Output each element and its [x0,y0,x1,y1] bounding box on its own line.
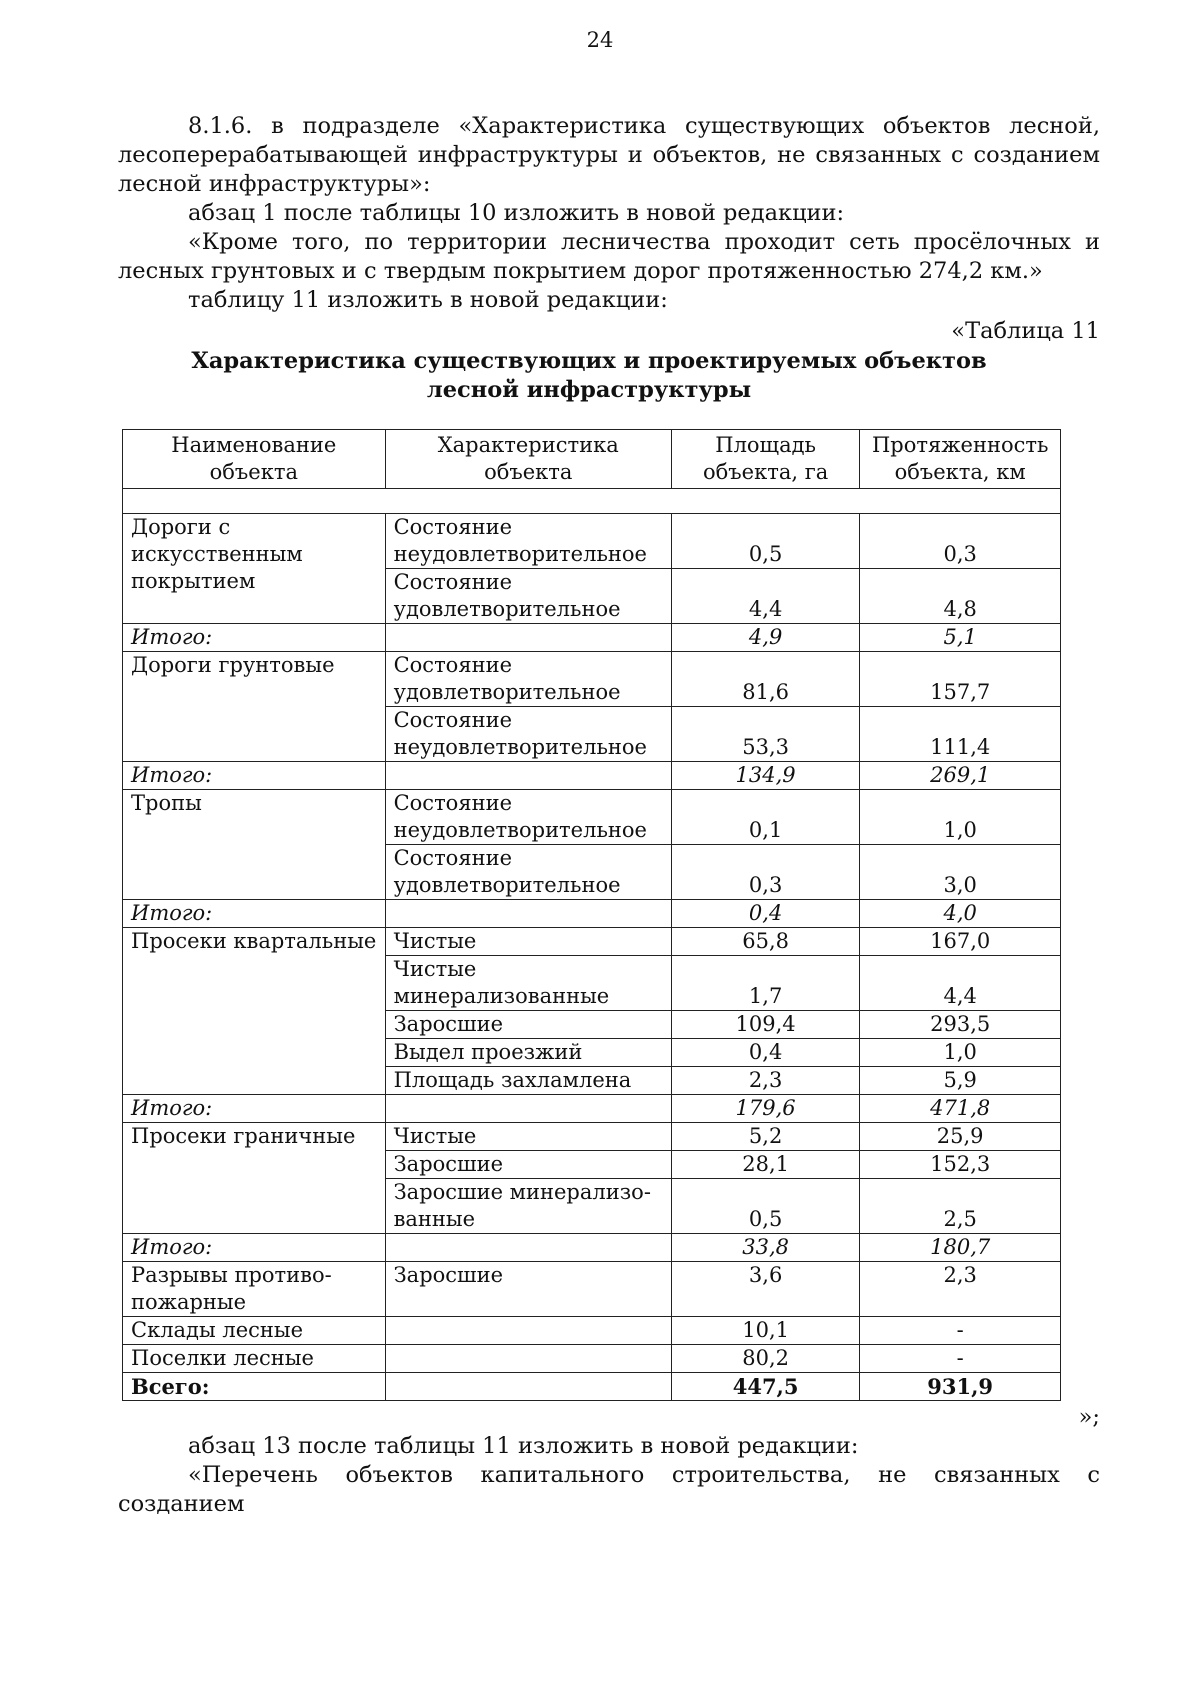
row-area: 80,2 [671,1345,859,1373]
row-characteristic: Состояние неудовлетворительное [385,514,671,569]
row-length: 180,7 [860,1234,1061,1262]
row-area: 28,1 [671,1151,859,1179]
row-area: 1,7 [671,956,859,1011]
row-characteristic: Заросшие [385,1262,671,1317]
row-area: 33,8 [671,1234,859,1262]
row-name: Итого: [123,624,386,652]
table-row [123,652,1061,707]
row-length: - [860,1345,1061,1373]
row-name: Итого: [123,762,386,790]
header-area: Площадь объекта, га [671,430,859,489]
header-characteristic: Характеристика объекта [385,430,671,489]
row-name: Тропы [123,790,386,900]
row-characteristic [385,624,671,652]
row-name: Поселки лесные [123,1345,386,1373]
row-characteristic [385,1317,671,1345]
row-length: 4,0 [860,900,1061,928]
row-area: 0,3 [671,845,859,900]
header-length: Протяженность объекта, км [860,430,1061,489]
row-length: 0,3 [860,514,1061,569]
paragraph-table-11-intro: таблицу 11 изложить в новой редакции: [188,287,668,313]
row-area: 0,1 [671,790,859,845]
row-name: Просеки граничные [123,1123,386,1234]
closing-quote: »; [1078,1404,1100,1430]
paragraph-8-1-6: 8.1.6. в подразделе «Характеристика существующих объектов лесной, лесоперерабатывающей инфраструктуры и объектов, не связанных с созданием лесной инфраструктуры»: [118,113,1100,197]
row-characteristic: Площадь захламлена [385,1067,671,1095]
row-area: 4,9 [671,624,859,652]
row-length: 4,4 [860,956,1061,1011]
row-characteristic: Заросшие [385,1151,671,1179]
row-name: Итого: [123,900,386,928]
row-characteristic: Чистые минерализованные [385,956,671,1011]
table-row [123,790,1061,845]
row-area: 134,9 [671,762,859,790]
row-name: Итого: [123,1095,386,1123]
row-length: 471,8 [860,1095,1061,1123]
row-length: 167,0 [860,928,1061,956]
row-length: 25,9 [860,1123,1061,1151]
row-length: 111,4 [860,707,1061,762]
paragraph-list-intro: «Перечень объектов капитального строительства, не связанных с созданием [118,1462,1100,1517]
page-number: 24 [586,28,614,52]
subtotal-row [123,1095,1061,1123]
row-characteristic [385,1345,671,1373]
paragraph-abzac-1: абзац 1 после таблицы 10 изложить в новой редакции: [188,200,845,226]
row-area: 179,6 [671,1095,859,1123]
table-row [123,1317,1061,1345]
row-length: 1,0 [860,790,1061,845]
row-name: Итого: [123,1234,386,1262]
row-area: 0,5 [671,1179,859,1234]
row-length: 4,8 [860,569,1061,624]
row-characteristic: Заросшие [385,1011,671,1039]
row-length: 931,9 [860,1373,1061,1401]
row-name: Всего: [123,1373,386,1401]
row-characteristic [385,1234,671,1262]
row-area: 0,5 [671,514,859,569]
subtotal-row [123,900,1061,928]
row-characteristic: Состояние удовлетворительное [385,569,671,624]
table-header-row [123,430,1061,489]
table-title [118,347,1100,405]
table-title-line-1: Характеристика существующих и проектируемых объектов [191,348,987,374]
row-name: Разрывы противо-пожарные [123,1262,386,1317]
row-area: 4,4 [671,569,859,624]
row-length: 269,1 [860,762,1061,790]
table-row [123,514,1061,569]
row-length: 152,3 [860,1151,1061,1179]
row-name: Склады лесные [123,1317,386,1345]
table-spacer-row [123,489,1061,514]
table-row [123,1123,1061,1151]
row-area: 53,3 [671,707,859,762]
row-characteristic: Заросшие минерализо-ванные [385,1179,671,1234]
row-area: 0,4 [671,1039,859,1067]
row-characteristic: Чистые [385,928,671,956]
table-row [123,1345,1061,1373]
infrastructure-table [122,429,1061,1401]
row-characteristic: Состояние неудовлетворительное [385,707,671,762]
row-length: 2,5 [860,1179,1061,1234]
row-characteristic: Выдел проезжий [385,1039,671,1067]
row-name: Дороги с искусственным покрытием [123,514,386,624]
row-length: 1,0 [860,1039,1061,1067]
subtotal-row [123,1234,1061,1262]
row-characteristic: Состояние удовлетворительное [385,845,671,900]
subtotal-row [123,762,1061,790]
row-name: Дороги грунтовые [123,652,386,762]
table-row [123,928,1061,956]
row-area: 10,1 [671,1317,859,1345]
document-body [118,112,1100,1519]
row-length: 3,0 [860,845,1061,900]
row-area: 447,5 [671,1373,859,1401]
header-name: Наименование объекта [123,430,386,489]
paragraph-abzac-13: абзац 13 после таблицы 11 изложить в новой редакции: [188,1433,859,1459]
row-area: 65,8 [671,928,859,956]
row-length: - [860,1317,1061,1345]
table-title-line-2: лесной инфраструктуры [426,377,752,403]
row-characteristic: Чистые [385,1123,671,1151]
row-name: Просеки квартальные [123,928,386,1095]
row-length: 293,5 [860,1011,1061,1039]
grand-total-row [123,1373,1061,1401]
row-characteristic [385,900,671,928]
row-area: 81,6 [671,652,859,707]
row-length: 5,9 [860,1067,1061,1095]
row-area: 109,4 [671,1011,859,1039]
row-area: 3,6 [671,1262,859,1317]
row-characteristic [385,1373,671,1401]
row-length: 2,3 [860,1262,1061,1317]
row-characteristic: Состояние удовлетворительное [385,652,671,707]
row-characteristic [385,762,671,790]
subtotal-row [123,624,1061,652]
paragraph-quote-roads: «Кроме того, по территории лесничества проходит сеть просёлочных и лесных грунтовых и с твердым покрытием дорог протяженностью 274,2 км.» [118,229,1100,284]
row-length: 157,7 [860,652,1061,707]
row-area: 5,2 [671,1123,859,1151]
row-length: 5,1 [860,624,1061,652]
table-row [123,1262,1061,1317]
row-area: 2,3 [671,1067,859,1095]
row-characteristic: Состояние неудовлетворительное [385,790,671,845]
table-label: «Таблица 11 [951,318,1100,344]
row-characteristic [385,1095,671,1123]
row-area: 0,4 [671,900,859,928]
